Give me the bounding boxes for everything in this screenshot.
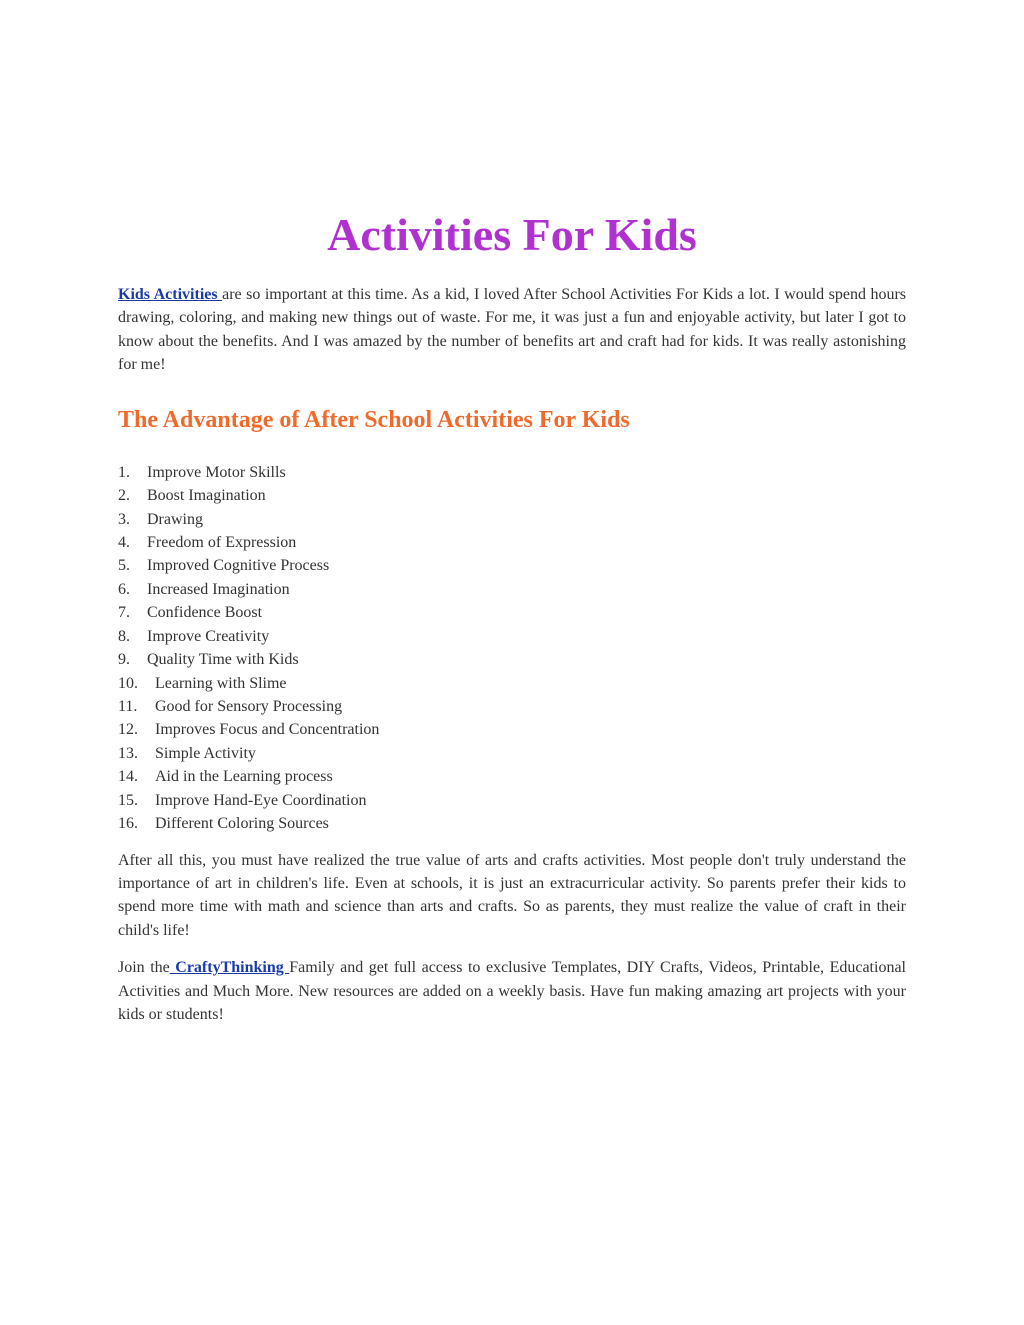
list-item <box>118 578 906 601</box>
list-item <box>118 601 906 624</box>
list-item <box>118 554 906 577</box>
list-item <box>118 789 906 812</box>
list-item-label: Freedom of Expression <box>147 533 297 551</box>
summary-paragraph: After all this, you must have realized the true value of arts and crafts activities. Most people don't truly understand the importance of art in children's life. Even at schools, it is just an extracurricular activity. So parents prefer their kids to spend more time with math and science than arts and crafts. So as parents, they must realize the value of craft in their child's life! <box>118 851 906 939</box>
list-item <box>118 461 906 484</box>
list-item-number: 16. <box>118 815 138 833</box>
intro-text: are so important at this time. As a kid, I loved After School Activities For Kids a lot. I would spend hours drawing, coloring, and making new things out of waste. For me, it was just a fun and enjoyable activity, but later I got to know about the benefits. And I was amazed by the number of benefits art and craft had for kids. It was really astonishing for me! <box>118 286 907 374</box>
list-item-label: Improve Motor Skills <box>147 463 286 481</box>
list-item-number: 5. <box>118 557 130 575</box>
list-item-number: 6. <box>118 580 130 598</box>
list-item-label: Improve Hand-Eye Coordination <box>155 791 367 809</box>
kids-activities-link[interactable]: Kids Activities <box>118 286 223 303</box>
list-item-number: 7. <box>118 604 130 622</box>
list-item-label: Learning with Slime <box>155 674 287 692</box>
join-paragraph <box>118 956 906 1026</box>
list-item-label: Increased Imagination <box>147 580 290 598</box>
list-item <box>118 742 906 765</box>
document-page <box>118 205 906 1026</box>
list-item <box>118 672 906 695</box>
list-item-label: Good for Sensory Processing <box>155 698 343 715</box>
list-item-label: Confidence Boost <box>147 604 263 622</box>
list-item-label: Improves Focus and Concentration <box>155 721 380 739</box>
list-item-label: Simple Activity <box>155 744 256 762</box>
page-title: Activities For Kids <box>327 209 697 260</box>
list-item <box>118 765 906 788</box>
list-item-label: Aid in the Learning process <box>155 768 333 786</box>
list-item-number: 13. <box>118 744 138 762</box>
intro-paragraph <box>118 283 906 377</box>
list-item <box>118 718 906 741</box>
list-item-number: 11. <box>118 698 138 715</box>
list-item <box>118 531 906 554</box>
list-item-label: Improve Creativity <box>147 627 270 645</box>
list-item-number: 9. <box>118 651 130 669</box>
list-item-number: 12. <box>118 721 138 739</box>
list-item-number: 10. <box>118 674 138 692</box>
list-item <box>118 508 906 531</box>
list-item <box>118 812 906 835</box>
list-item-label: Boost Imagination <box>147 487 266 505</box>
list-item-number: 4. <box>118 533 130 551</box>
join-prefix: Join the <box>118 959 170 977</box>
list-item-label: Different Coloring Sources <box>155 815 329 833</box>
list-item <box>118 484 906 507</box>
list-item-label: Drawing <box>147 510 203 528</box>
list-item-number: 2. <box>118 487 130 505</box>
list-item <box>118 648 906 671</box>
list-item-label: Improved Cognitive Process <box>147 557 330 575</box>
craftythinking-link[interactable]: CraftyThinking <box>169 959 290 977</box>
benefits-list <box>118 461 906 836</box>
list-item-number: 3. <box>118 510 130 528</box>
list-item <box>118 695 906 718</box>
join-suffix: Family and get full access to exclusive Templates, DIY Crafts, Videos, Printable, Educational Activities and Much More. New resources are added on a weekly basis. Have fun making amazing art projects with your kids or students! <box>118 959 906 1024</box>
list-item-number: 14. <box>118 768 138 786</box>
section-heading: The Advantage of After School Activities For Kids <box>118 406 630 433</box>
list-item-label: Quality Time with Kids <box>147 651 299 669</box>
list-item <box>118 625 906 648</box>
list-item-number: 15. <box>118 791 138 809</box>
list-item-number: 1. <box>118 463 130 481</box>
list-item-number: 8. <box>118 627 130 645</box>
